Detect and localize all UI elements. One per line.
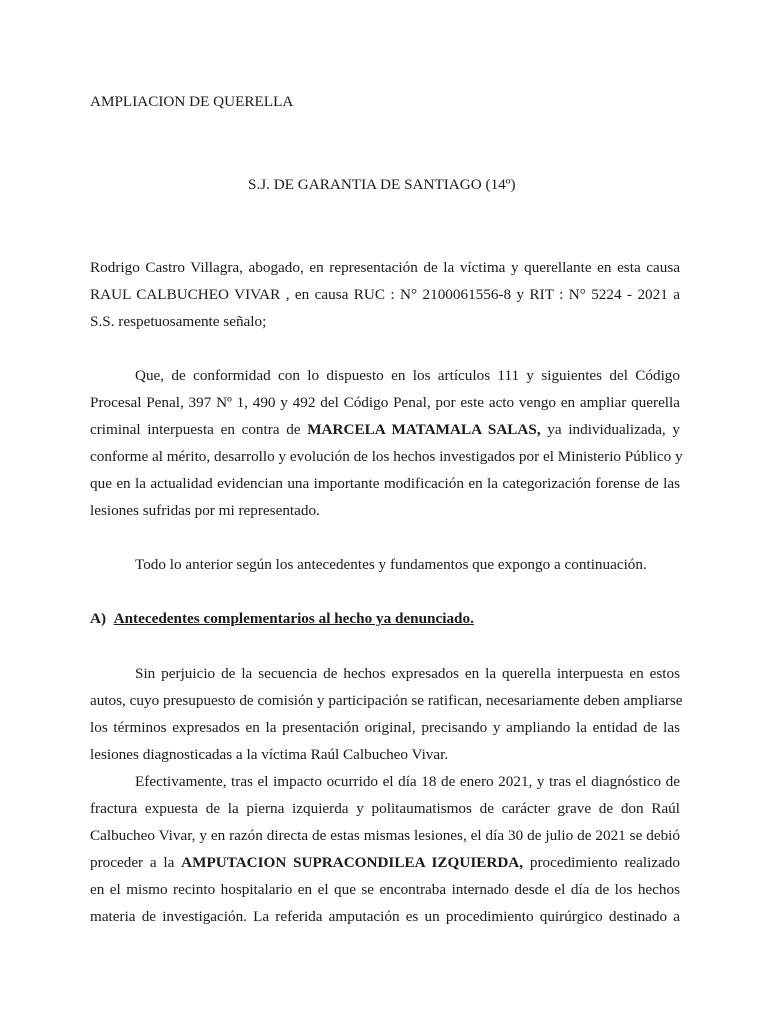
para1-line-3-pre: criminal interpuesta en contra de bbox=[90, 421, 308, 438]
document-title-text: AMPLIACION DE QUERELLA bbox=[90, 93, 294, 110]
document-title bbox=[90, 92, 680, 112]
para4-line-3: Calbucheo Vivar, y en razón directa de estas mismas lesiones, el día 30 de julio de 2021 se debió bbox=[90, 827, 680, 844]
para1-line-6: lesiones sufridas por mi representado. bbox=[90, 502, 320, 519]
para3-line-4: lesiones diagnosticadas a la víctima Raúl Calbucheo Vivar. bbox=[90, 746, 449, 763]
para4-line-2: fractura expuesta de la pierna izquierda y politaumatismos de carácter grave de don Raúl bbox=[90, 800, 680, 817]
court-number: (14º) bbox=[485, 176, 516, 193]
para1-line-2: Procesal Penal, 397 Nº 1, 490 y 492 del Código Penal, por este acto vengo en ampliar querella bbox=[90, 394, 680, 411]
para1-line-4: conforme al mérito, desarrollo y evolución de los hechos investigados por el Ministerio Público y bbox=[90, 448, 683, 465]
para1-line-3 bbox=[90, 420, 680, 440]
para3-line-2: autos, cuyo presupuesto de comisión y participación se ratifican, necesariamente deben ampliarse bbox=[90, 692, 683, 709]
intro-line-2: RAUL CALBUCHEO VIVAR , en causa RUC : N° 2100061556-8 y RIT : N° 5224 - 2021 a bbox=[90, 286, 680, 303]
document-page bbox=[90, 0, 683, 1024]
para1-line-5: que en la actualidad evidencian una importante modificación en la categorización forense de las bbox=[90, 475, 680, 492]
para4-line-4-pre: proceder a la bbox=[90, 854, 182, 871]
para2: Todo lo anterior según los antecedentes y fundamentos que expongo a continuación. bbox=[135, 556, 647, 573]
para1-line-3-post: ya individualizada, y bbox=[540, 421, 680, 438]
section-a-heading bbox=[90, 609, 680, 629]
para3-line-1: Sin perjuicio de la secuencia de hechos expresados en la querella interpuesta en estos bbox=[135, 665, 680, 682]
para4-line-6: materia de investigación. La referida amputación es un procedimiento quirúrgico destinado a bbox=[90, 908, 680, 925]
section-a-title: Antecedentes complementarios al hecho ya denunciado. bbox=[113, 610, 474, 627]
para3-line-3: los términos expresados en la presentación original, precisando y ampliando la entidad de las bbox=[90, 719, 680, 736]
procedure-name: AMPUTACION SUPRACONDILEA IZQUIERDA, bbox=[181, 854, 524, 871]
defendant-name: MARCELA MATAMALA SALAS, bbox=[307, 421, 541, 438]
para4-line-1: Efectivamente, tras el impacto ocurrido el día 18 de enero 2021, y tras el diagnóstico de bbox=[135, 773, 680, 790]
intro-line-3: S.S. respetuosamente señalo; bbox=[90, 313, 267, 330]
para4-line-4-post: procedimiento realizado bbox=[523, 854, 680, 871]
intro-line-1: Rodrigo Castro Villagra, abogado, en representación de la víctima y querellante en esta causa bbox=[90, 259, 680, 276]
court-heading bbox=[248, 175, 516, 195]
para1-line-1: Que, de conformidad con lo dispuesto en los artículos 111 y siguientes del Código bbox=[135, 367, 680, 384]
para4-line-5: en el mismo recinto hospitalario en el que se encontraba internado desde el día de los hechos bbox=[90, 881, 680, 898]
court-name: S.J. DE GARANTIA DE SANTIAGO bbox=[248, 176, 482, 193]
para4-line-4 bbox=[90, 853, 680, 873]
section-a-letter: A) bbox=[90, 610, 107, 627]
